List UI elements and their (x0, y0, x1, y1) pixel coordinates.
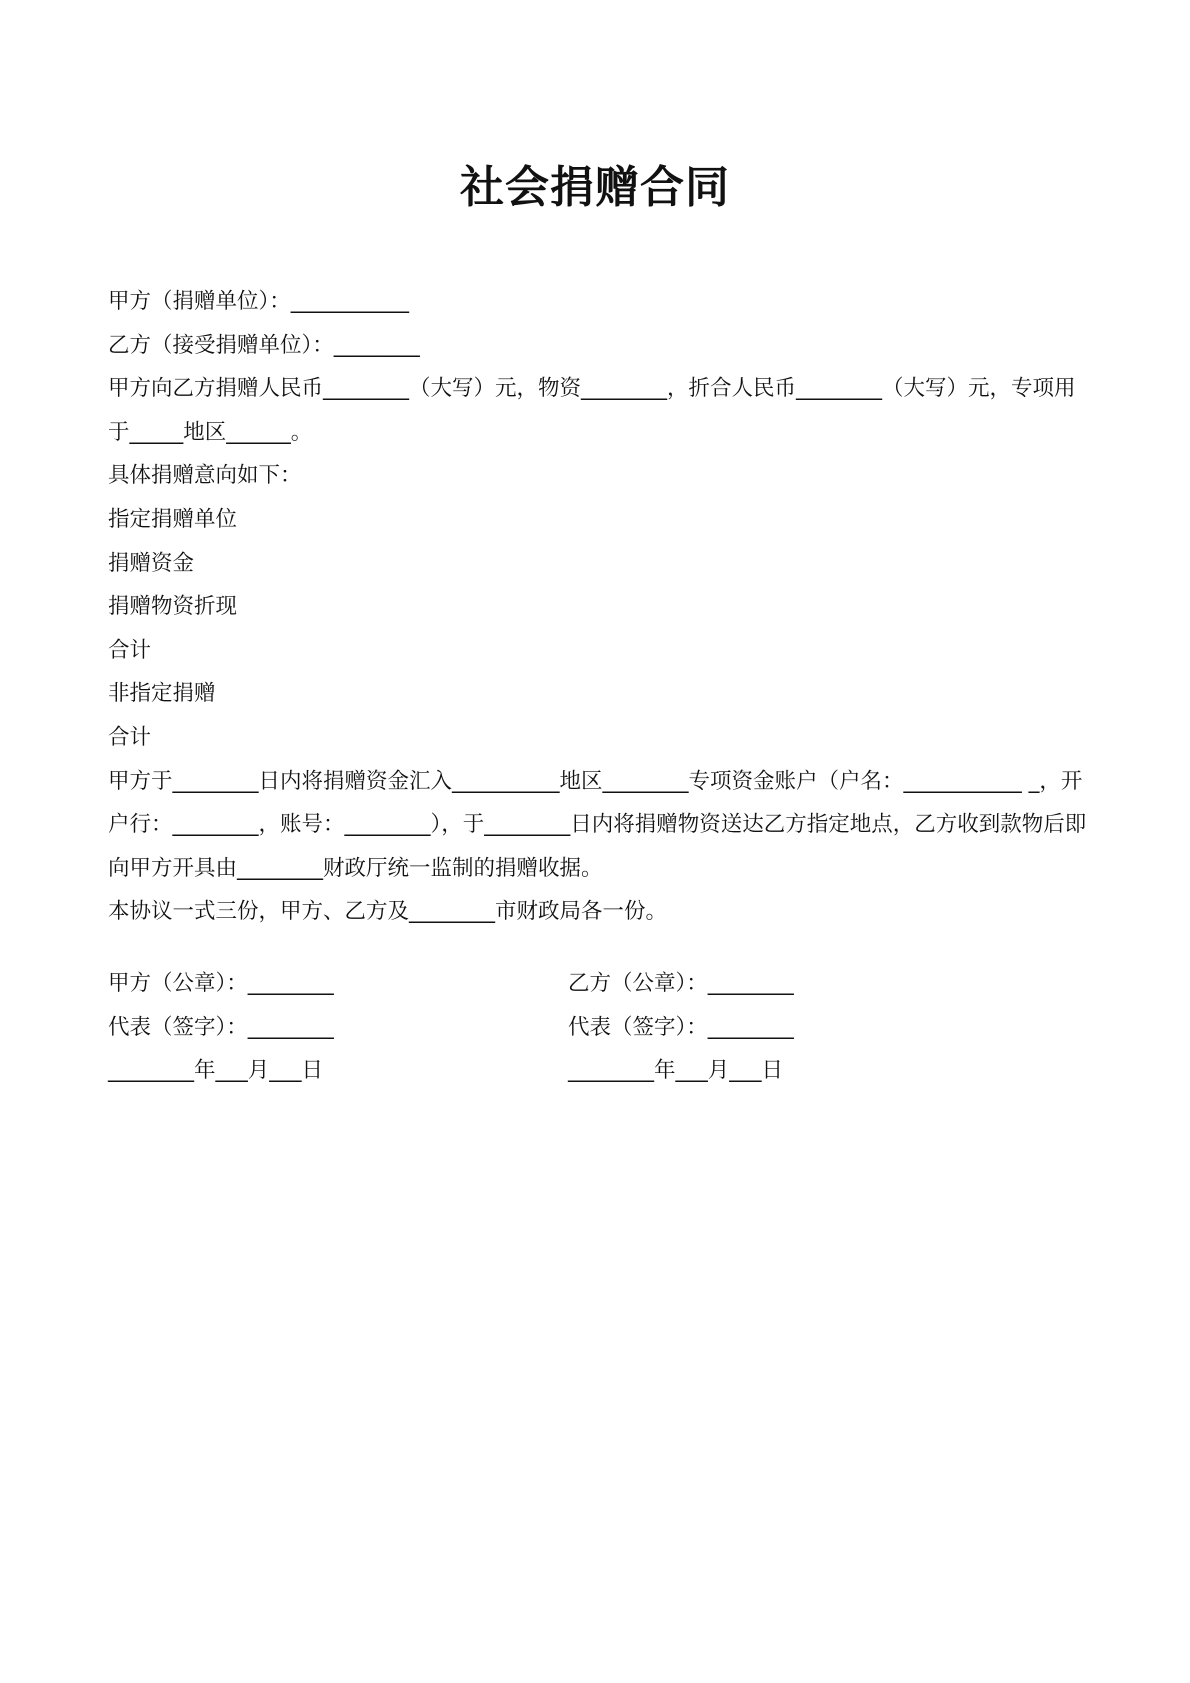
party-b-seal-line: 乙方（公章）：________ (568, 971, 794, 996)
donation-amount-paragraph: 甲方向乙方捐赠人民币________（大写）元，物资________，折合人民币________（大写）元，专项用于_____地区______。 (108, 376, 1076, 445)
list-item: 指定捐赠单位 (108, 506, 238, 532)
contract-body (108, 280, 1088, 934)
party-a-signature-block (108, 962, 334, 1093)
party-a-rep-line: 代表（签字）：________ (108, 1014, 334, 1040)
list-item: 捐赠物资折现 (108, 594, 238, 620)
party-b-rep-line: 代表（签字）：________ (568, 1014, 794, 1040)
list-item: 合计 (108, 724, 152, 750)
party-b-line: 乙方（接受捐赠单位）：________ (108, 332, 420, 358)
payment-terms-paragraph: 甲方于________日内将捐赠资金汇入__________地区________专项资金账户（户名：___________ _，开户行：________，账号：________），于________日内将捐赠物资送达乙方指定地点，乙方收到款物后即向甲方开具由________财政厅统一监制的捐赠收据。 (108, 768, 1087, 881)
party-b-signature-block (568, 962, 794, 1093)
copies-clause: 本协议一式三份，甲方、乙方及________市财政局各一份。 (108, 899, 668, 925)
party-b-date-line: ________年___月___日 (568, 1058, 784, 1084)
list-item: 非指定捐赠 (108, 681, 216, 707)
donation-intent-heading: 具体捐赠意向如下： (108, 463, 302, 489)
document-title: 社会捐赠合同 (460, 162, 730, 213)
party-a-date-line: ________年___月___日 (108, 1058, 324, 1084)
party-a-seal-line: 甲方（公章）：________ (108, 971, 334, 996)
party-a-line: 甲方（捐赠单位）：___________ (108, 289, 410, 314)
list-item: 合计 (108, 637, 152, 663)
list-item: 捐赠资金 (108, 550, 195, 576)
